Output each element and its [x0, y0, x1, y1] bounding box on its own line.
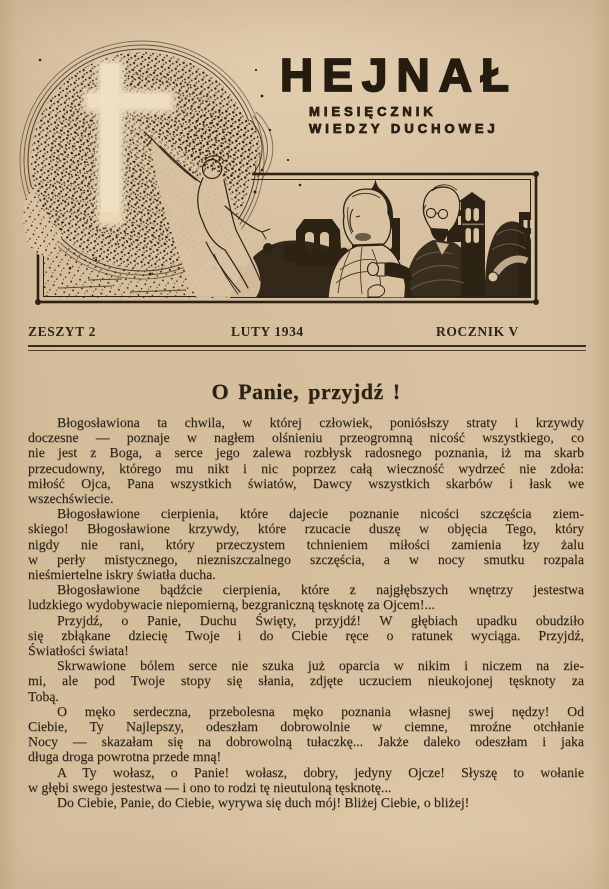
text-line: wszechświecie. [28, 491, 114, 507]
text-line: miłość Ojca, Pana wszystkich światów, Dawcy wszystkich skarbów i łask we [28, 475, 584, 491]
text-line: Przyjdź, o Panie, Duchu Święty, przyjdź! W głębiach upadku obudziło [57, 612, 584, 628]
double-rule [28, 345, 586, 351]
text-line: w perły mistycznego, niezniszczalnego szczęścia, a w nocy smutku rozpala [28, 551, 584, 567]
text-line: nigdy nie rani, który przeczystem tchnieniem miłości zamienia łzy żalu [28, 536, 584, 552]
text-line: Nocy — skazałam się na dobrowolną tułaczkę... Jakże daleko odeszłam i jaka [28, 734, 584, 750]
text-line: Skrwawione bólem serce nie szuka już oparcia w nikim i niczem na zie- [57, 658, 584, 674]
text-line: Tobą. [28, 688, 59, 704]
text-line: nieśmiertelne iskry światła ducha. [28, 567, 216, 583]
text-line: Światłości świata! [28, 643, 129, 659]
magazine-subtitle-line2: WIEDZY DUCHOWEJ [309, 121, 499, 136]
text-line: O męko serdeczna, przebolesna męko poznania własnej swej nędzy! Od [57, 703, 584, 719]
text-line: Błogosławione bądźcie cierpienia, które z najgłębszych wnętrzy jestestwa [57, 582, 584, 598]
magazine-subtitle-line1: MIESIĘCZNIK [309, 104, 437, 119]
issue-number: ZESZYT 2 [28, 324, 96, 339]
text-line: przecudowny, którego mu nikt i nic poprzez całą wieczność wydrzeć nie zdoła: [28, 460, 584, 476]
magazine-title: HEJNAŁ [280, 49, 519, 101]
text-line: mi, ale pod Twoje stopy się słania, zdjęte uczuciem nieukojonej tęsknoty za [28, 673, 584, 689]
text-line: w głębi swego jestestwa — i ono to rodzi tę nieutuloną tęsknotę... [28, 779, 392, 795]
text-line: skiego! Błogosławione krzywdy, które rzucacie duszę w objęcia Tego, który [28, 521, 584, 537]
text-line: doczesne — poznaje w nagłem olśnieniu przeogromną nicość wszystkiego, co [28, 430, 584, 446]
article [28, 379, 584, 810]
text-line: się zbłąkane dziecię Twoje i do Ciebie ręce o ratunek wyciąga. Przyjdź, [28, 627, 584, 643]
text-line: A Ty wołasz, o Panie! wołasz, dobry, jedyny Ojcze! Słyszę to wołanie [57, 764, 584, 780]
issue-volume: ROCZNIK V [436, 324, 519, 339]
article-body [28, 415, 584, 810]
text-line: nie jest z Boga, a serce jego zalewa rozbłysk radosnego poznania, iż ma skarb [28, 445, 584, 461]
figure-from-behind [485, 221, 535, 298]
text-line: Błogosławione cierpienia, które dajecie poznanie nicości szczęścia ziem- [57, 506, 584, 522]
issue-date: LUTY 1934 [231, 324, 304, 339]
text-line: długa droga powrotna przede mną! [28, 749, 222, 765]
text-line: Błogosławiona ta chwila, w której człowiek, poniósłszy straty i krzywdy [57, 415, 584, 430]
text-line: Ciebie, Ty Najlepszy, odeszłam dobrowolnie w ciemne, mroźne otchłanie [28, 719, 584, 735]
text-line: Do Ciebie, Panie, do Ciebie, wyrywa się duch mój! Bliżej Ciebie, o bliżej! [57, 795, 470, 811]
text-line: ludzkiego wydobywacie niepomierną, bezgraniczną tęsknotę za Ojcem!... [28, 597, 435, 613]
cover-illustration [0, 0, 609, 312]
article-title: O Panie, przyjdź ! [211, 379, 401, 404]
